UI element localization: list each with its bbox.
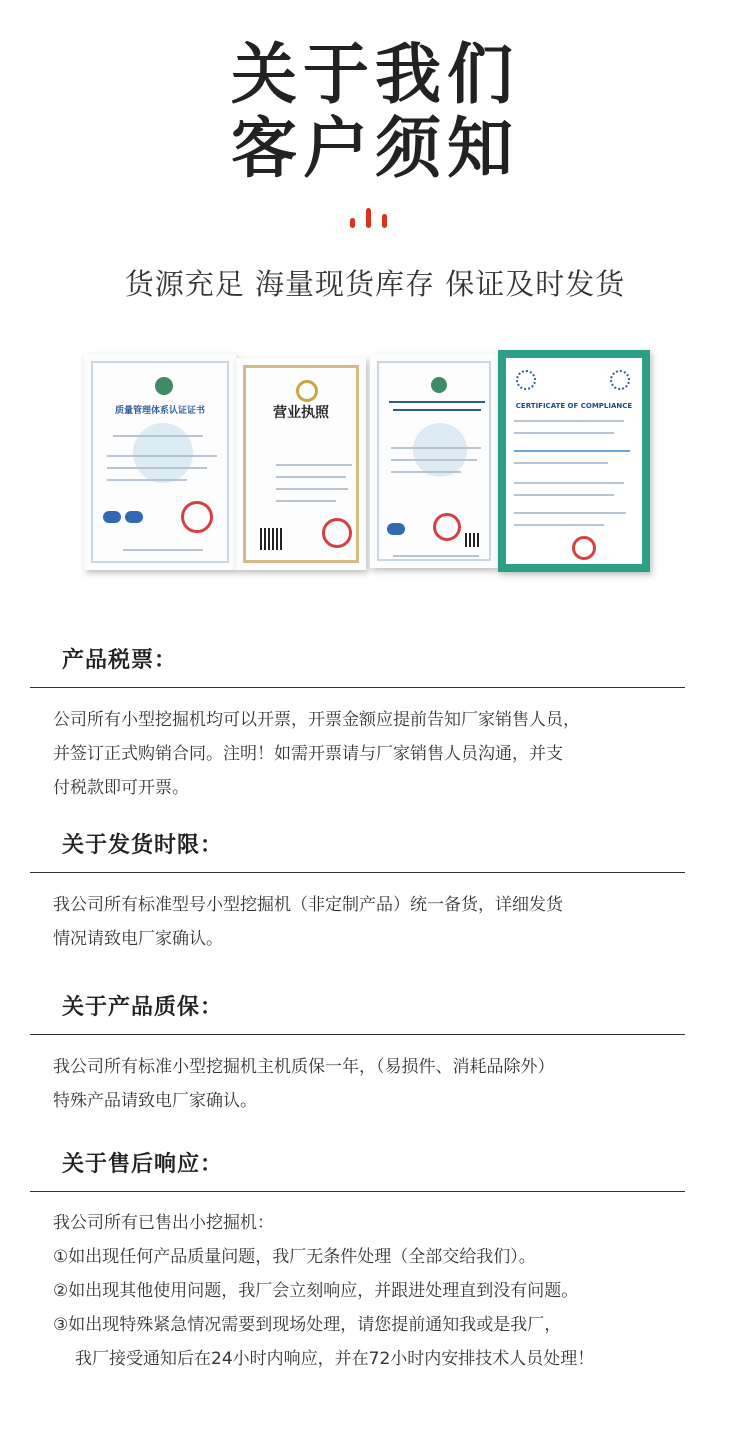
eu-stars-icon [610,370,630,390]
section-divider [30,1034,685,1035]
national-emblem-icon [296,380,318,402]
section-divider [30,687,685,688]
red-seal-icon [433,513,461,541]
subtitle: 货源充足 海量现货库存 保证及时发货 [124,267,626,301]
business-license [236,358,366,570]
iaf-logo-icon [387,523,405,535]
page-title-block [0,38,750,186]
body-line: ②如出现其他使用问题，我厂会立刻响应，并跟进处理直到没有问题。 [53,1281,579,1301]
section-body [53,703,693,805]
body-line: ①如出现任何产品质量问题，我厂无条件处理（全部交给我们）。 [53,1247,536,1267]
section-title: 产品税票： [62,648,178,673]
body-line: 情况请致电厂家确认。 [53,929,223,949]
section-body [53,888,693,956]
certificates-gallery [84,350,650,572]
license-title: 营业执照 [273,405,329,421]
body-line: 我公司所有标准型号小型挖掘机（非定制产品）统一备货，详细发货 [53,895,563,915]
certificate-title: 质量管理体系认证证书 [114,406,205,416]
page-title-line-2: 客户须知 [231,110,519,187]
body-line: 付税款即可开票。 [53,778,189,798]
section-divider [30,1191,685,1192]
body-line: 我公司所有标准小型挖掘机主机质保一年，（易损件、消耗品除外） [53,1057,555,1077]
page-title-line-1: 关于我们 [231,36,519,113]
cnas-logo-icon [125,511,143,523]
body-line: 公司所有小型挖掘机均可以开票，开票金额应提前告知厂家销售人员， [53,710,580,730]
body-line: 特殊产品请致电厂家确认。 [53,1091,257,1111]
section-title: 关于发货时限： [62,833,224,858]
certificate-of-compliance [498,350,650,572]
section-title: 关于售后响应： [62,1152,224,1177]
body-line: 我公司所有已售出小挖掘机： [53,1213,274,1233]
section-body [53,1206,693,1376]
certificate-logo-icon [431,377,447,393]
red-seal-icon [322,518,352,548]
section-body [53,1050,693,1118]
qr-code-icon [260,528,282,550]
section-title: 关于产品质保： [62,995,224,1020]
section-divider [30,872,685,873]
system-certificate [370,354,498,568]
certificate-logo-icon [155,377,173,395]
body-line: 并签订正式购销合同。注明！如需开票请与厂家销售人员沟通，并支 [53,744,563,764]
body-line: ③如出现特殊紧急情况需要到现场处理，请您提前通知我或是我厂， [53,1315,562,1335]
eu-stars-icon [516,370,536,390]
red-seal-icon [181,501,213,533]
compliance-title: CERTIFICATE OF COMPLIANCE [515,402,633,410]
decorative-bars-icon [348,208,408,228]
iaf-logo-icon [103,511,121,523]
red-seal-icon [572,536,596,560]
qr-code-icon [465,533,479,547]
quality-management-certificate [84,354,236,570]
body-line: 我厂接受通知后在24小时内响应，并在72小时内安排技术人员处理！ [75,1349,595,1369]
